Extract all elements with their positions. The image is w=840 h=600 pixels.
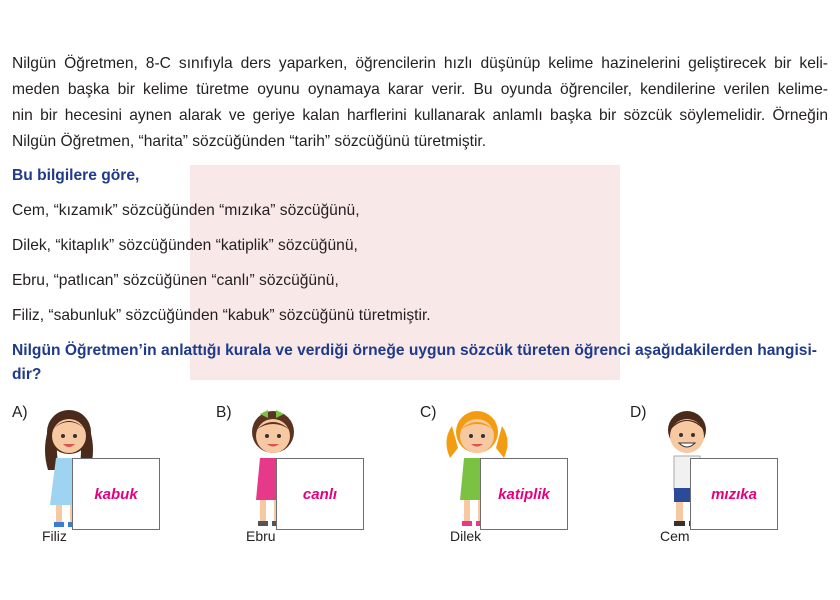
option-letter: C) — [420, 404, 437, 421]
statement-cem: Cem, “kızamık” sözcüğünden “mızıka” sözcüğünü, — [12, 202, 360, 219]
option-letter: A) — [12, 404, 28, 421]
statement-ebru: Ebru, “patlıcan” sözcüğünen “canlı” sözcüğünü, — [12, 272, 339, 289]
answer-word: kabuk — [94, 485, 138, 503]
lead-text: Bu bilgilere göre, — [12, 167, 140, 184]
option-d[interactable] — [630, 400, 830, 560]
option-a[interactable] — [12, 400, 212, 560]
question-stem — [12, 339, 828, 387]
question-line: dir? — [12, 366, 42, 383]
child-name: Ebru — [246, 528, 276, 544]
answer-board — [276, 458, 364, 530]
intro-paragraph — [12, 51, 828, 155]
answer-board — [690, 458, 778, 530]
intro-line: meden başka bir kelime türetme oyunu oynamaya karar verir. Bu oyunda öğrenciler, kendilerine verilen kelime- — [12, 81, 828, 98]
child-name: Cem — [660, 528, 690, 544]
intro-line: nin bir hecesini aynen alarak ve geriye kalan harflerini kullanarak anlamlı başka bir sözcük söylemelidir. Örneğin — [12, 107, 828, 124]
option-letter: B) — [216, 404, 232, 421]
question-line: Nilgün Öğretmen’in anlattığı kurala ve verdiği örneğe uygun sözcük türeten öğrenci aşağıdakilerden hangisi- — [12, 342, 817, 359]
intro-line: Nilgün Öğretmen, “harita” sözcüğünden “tarih” sözcüğünü türetmiştir. — [12, 133, 487, 150]
intro-line: Nilgün Öğretmen, 8-C sınıfıyla ders yaparken, öğrencilerin hızlı düşünüp kelime hazinelerini geliştirecek bir keli- — [12, 55, 828, 72]
child-name: Dilek — [450, 528, 482, 544]
option-c[interactable] — [420, 400, 620, 560]
statement-dilek: Dilek, “kitaplık” sözcüğünden “katiplik” sözcüğünü, — [12, 237, 358, 254]
option-letter: D) — [630, 404, 647, 421]
statement-filiz: Filiz, “sabunluk” sözcüğünden “kabuk” sözcüğünü türetmiştir. — [12, 307, 431, 324]
question-content — [12, 51, 828, 387]
answer-word: katiplik — [498, 485, 550, 503]
option-b[interactable] — [216, 400, 416, 560]
answer-word: canlı — [302, 485, 338, 503]
answer-word: mızıka — [711, 485, 757, 503]
answer-board — [480, 458, 568, 530]
answer-board — [72, 458, 160, 530]
child-name: Filiz — [42, 528, 67, 544]
